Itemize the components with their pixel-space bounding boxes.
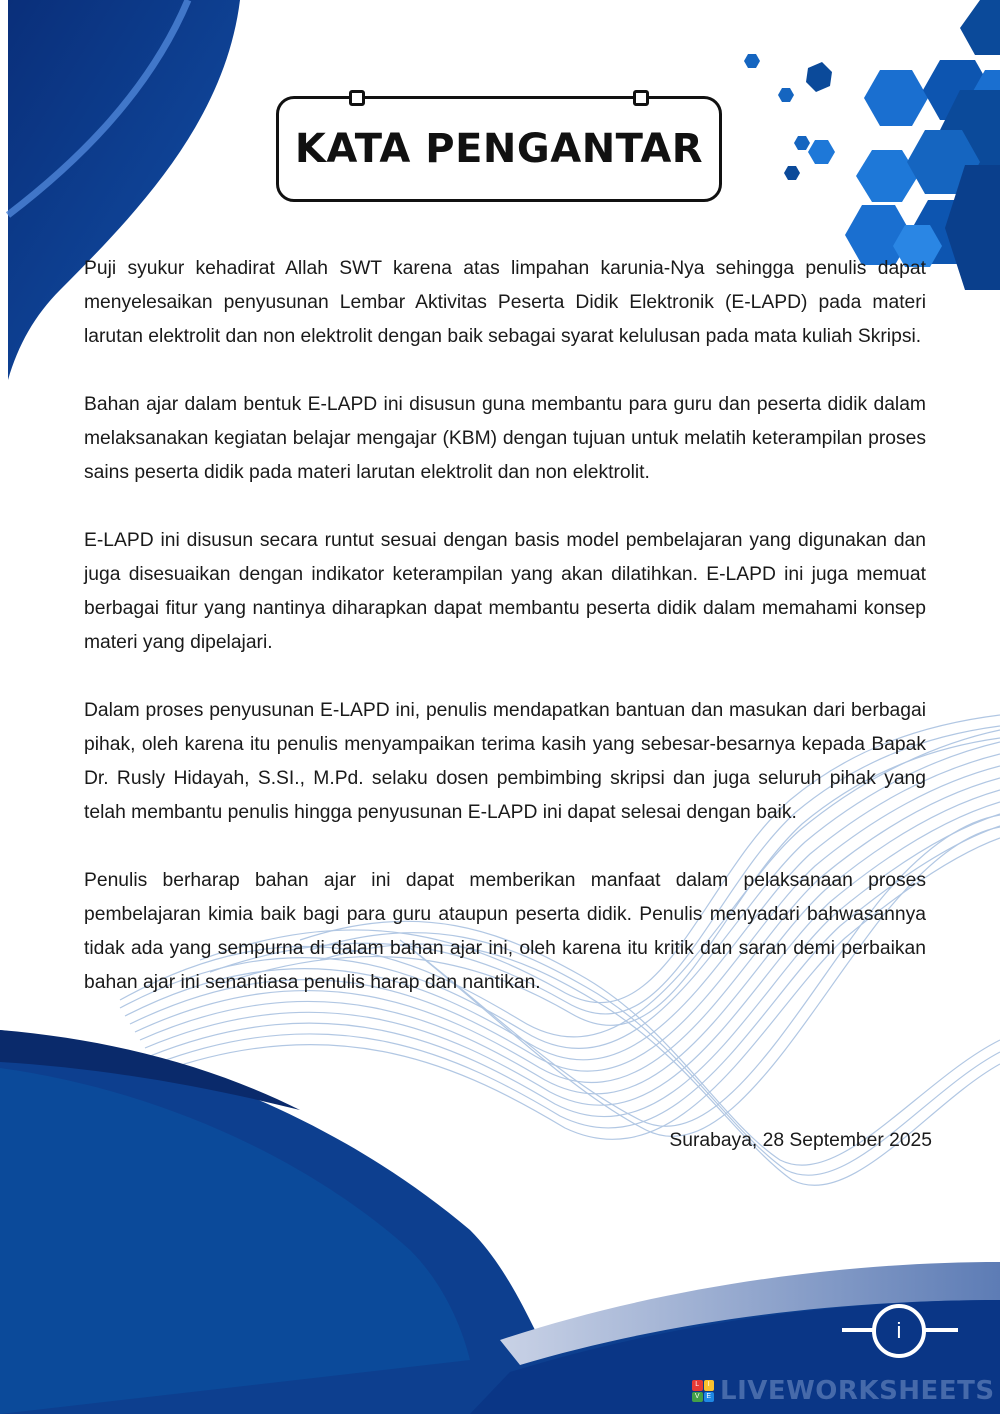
title-frame-notch-right (633, 90, 649, 106)
paragraph-2: Bahan ajar dalam bentuk E-LAPD ini disusun guna membantu para guru dan peserta didik dalam melaksanakan kegiatan belajar mengajar (KBM) dengan tujuan untuk melatih keterampilan proses sains peserta didik pada materi larutan elektrolit dan non elektrolit. (84, 394, 926, 483)
title-frame (276, 96, 722, 202)
paragraph-4: Dalam proses penyusunan E-LAPD ini, penulis mendapatkan bantuan dan masukan dari berbagai pihak, oleh karena itu penulis menyampaikan terima kasih yang sebesar-besarnya kepada Bapak Dr. Rusly Hidayah, S.SI., M.Pd. selaku dosen pembimbing skripsi dan juga seluruh pihak yang telah membantu penulis hingga penyusunan E-LAPD ini dapat selesai dengan baik. (84, 700, 926, 823)
logo-letter-v: V (692, 1392, 703, 1403)
logo-letter-l: L (692, 1380, 703, 1391)
liveworksheets-logo-icon (692, 1380, 714, 1402)
signature-place-date: Surabaya, 28 September 2025 (669, 1130, 932, 1151)
page-number-line-right (922, 1328, 958, 1332)
body-text (84, 252, 926, 1034)
watermark-text: LIVEWORKSHEETS (720, 1376, 995, 1406)
hexagon-cluster (744, 0, 1000, 290)
page-number-badge (842, 1304, 958, 1368)
paragraph-3: E-LAPD ini disusun secara runtut sesuai dengan basis model pembelajaran yang digunakan dan juga disesuaikan dengan indikator keterampilan yang akan dilatihkan. E-LAPD ini juga memuat berbagai fitur yang nantinya diharapkan dapat membantu peserta didik dalam memahami konsep materi yang dipelajari. (84, 530, 926, 653)
paragraph-5: Penulis berharap bahan ajar ini dapat memberikan manfaat dalam pelaksanaan proses pembelajaran kimia baik bagi para guru ataupun peserta didik. Penulis menyadari bahwasannya tidak ada yang sempurna di dalam bahan ajar ini, oleh karena itu kritik dan saran demi perbaikan bahan ajar ini senantiasa penulis harap dan nantikan. (84, 870, 926, 993)
title-frame-notch-left (349, 90, 365, 106)
logo-letter-e: E (704, 1392, 715, 1403)
page-number-line-left (842, 1328, 876, 1332)
logo-letter-i: I (704, 1380, 715, 1391)
paragraph-1: Puji syukur kehadirat Allah SWT karena atas limpahan karunia-Nya sehingga penulis dapat menyelesaikan penyusunan Lembar Aktivitas Peserta Didik Elektronik (E-LAPD) pada materi larutan elektrolit dan non elektrolit dengan baik sebagai syarat kelulusan pada mata kuliah Skripsi. (84, 258, 926, 347)
page-number: i (872, 1304, 926, 1358)
liveworksheets-watermark (692, 1378, 995, 1404)
page-title: KATA PENGANTAR (294, 126, 704, 172)
